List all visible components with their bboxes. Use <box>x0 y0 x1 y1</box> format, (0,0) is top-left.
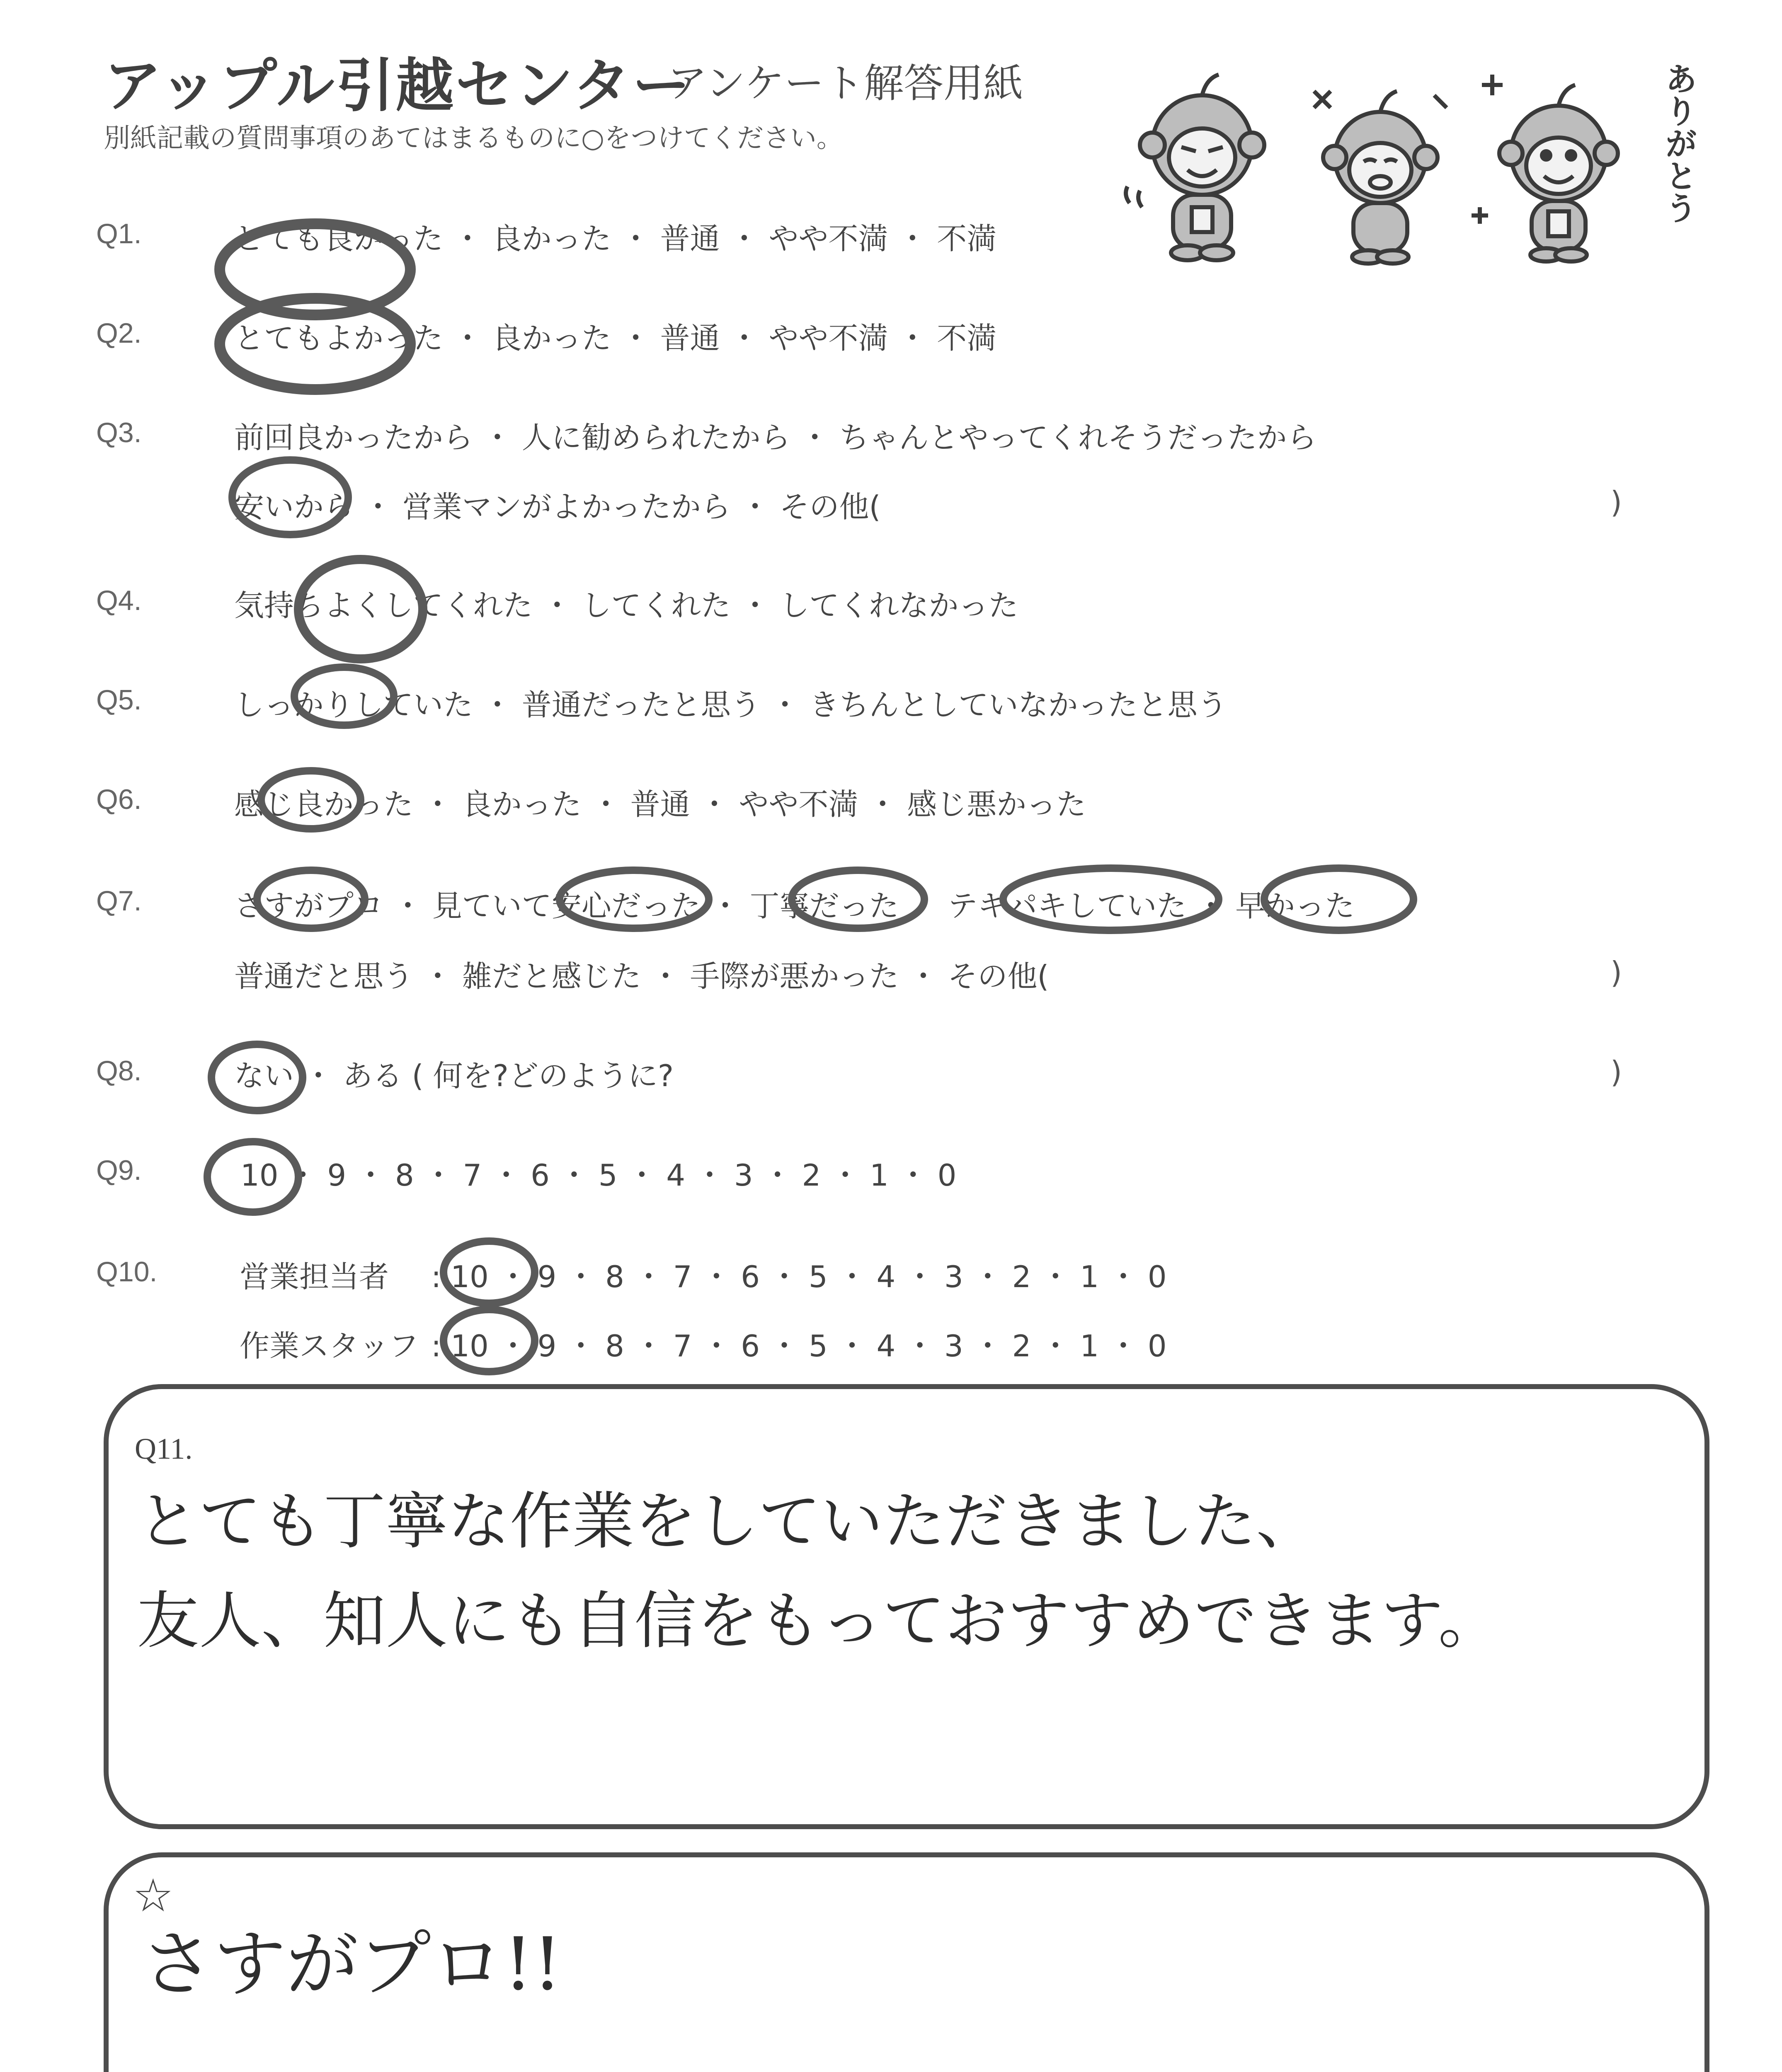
q10-sales-scale: : 10 ・ 9 ・ 8 ・ 7 ・ 6 ・ 5 ・ 4 ・ 3 ・ 2 ・ 1 ・ 0 <box>431 1259 1167 1294</box>
q2-number: Q2. <box>96 317 142 349</box>
q11-comment-line2: 友人、知人にも自信をもっておすすめできます。 <box>137 1585 1501 1657</box>
q10-sales-answer-circle <box>444 1241 535 1303</box>
q7-number: Q7. <box>96 885 142 917</box>
q5-answer-circle <box>294 667 394 725</box>
q1-number: Q1. <box>96 218 142 249</box>
q8-options: ない ・ ある ( 何を?どのように? <box>234 1058 674 1093</box>
q8-close-paren: ) <box>1610 1055 1622 1089</box>
q1-options: とても良かった ・ 良かった ・ 普通 ・ やや不満 ・ 不満 <box>234 221 997 256</box>
star-comment-text: さすがプロ!! <box>141 1922 562 2007</box>
q9-answer-circle <box>207 1142 298 1212</box>
q6-number: Q6. <box>96 784 142 815</box>
q8-number: Q8. <box>96 1055 142 1087</box>
q6-answer-circle <box>261 771 361 829</box>
q7-answer-circle-pro <box>257 870 365 928</box>
q7-answer-circle-tekipaki <box>1003 868 1219 930</box>
q7-answer-circle-teinei <box>792 870 924 928</box>
q7-options-line2: 普通だと思う ・ 雑だと感じた ・ 手際が悪かった ・ その他( <box>234 959 1049 994</box>
q4-number: Q4. <box>96 585 142 616</box>
q6-options: 感じ良かった ・ 良かった ・ 普通 ・ やや不満 ・ 感じ悪かった <box>234 787 1086 822</box>
q4-options: 気持ちよくしてくれた ・ してくれた ・ してくれなかった <box>234 588 1018 623</box>
q10-staff-scale: : 10 ・ 9 ・ 8 ・ 7 ・ 6 ・ 5 ・ 4 ・ 3 ・ 2 ・ 1 ・ 0 <box>431 1329 1167 1363</box>
q3-answer-circle <box>232 460 348 535</box>
q7-options-line1: さすがプロ ・ 見ていて安心だった ・ 丁寧だった ・ テキパキしていた ・ 早かった <box>234 888 1355 923</box>
instruction-text: 別紙記載の質問事項のあてはまるものに○をつけてください。 <box>104 123 843 154</box>
q10-staff-label: 作業スタッフ <box>240 1329 419 1363</box>
q10-sales-label: 営業担当者 <box>240 1259 389 1294</box>
q3-options-line1: 前回良かったから ・ 人に勧められたから ・ ちゃんとやってくれそうだったから <box>234 420 1317 455</box>
q8-answer-circle <box>211 1044 303 1111</box>
q4-answer-circle <box>298 559 423 659</box>
q3-number: Q3. <box>96 417 142 448</box>
q7-answer-circle-anshin <box>560 870 709 928</box>
q3-options-line2: 安いから ・ 営業マンがよかったから ・ その他( <box>234 489 881 524</box>
q10-staff-answer-circle <box>444 1310 535 1372</box>
q7-answer-circle-hayakatta <box>1264 868 1413 930</box>
survey-title: アップル引越センター <box>104 52 692 120</box>
q3-close-paren: ) <box>1610 485 1622 520</box>
survey-subtitle: アンケート解答用紙 <box>667 60 1023 107</box>
q9-scale: 10 ・ 9 ・ 8 ・ 7 ・ 6 ・ 5 ・ 4 ・ 3 ・ 2 ・ 1 ・ 0 <box>240 1158 957 1193</box>
q5-options: しっかりしていた ・ 普通だったと思う ・ きちんとしていなかったと思う <box>234 687 1227 722</box>
q2-options: とてもよかった ・ 良かった ・ 普通 ・ やや不満 ・ 不満 <box>234 321 997 356</box>
q11-comment-line1: とても丁寧な作業をしていただきました、 <box>137 1486 1319 1558</box>
q7-close-paren: ) <box>1610 955 1622 990</box>
star-icon: ☆ <box>133 1869 174 1922</box>
q10-number: Q10. <box>96 1256 158 1288</box>
q9-number: Q9. <box>96 1155 142 1186</box>
q11-label: Q11. <box>135 1432 193 1465</box>
mascot-thank-you-text: ありがとう <box>1660 62 1697 224</box>
q5-number: Q5. <box>96 684 142 716</box>
